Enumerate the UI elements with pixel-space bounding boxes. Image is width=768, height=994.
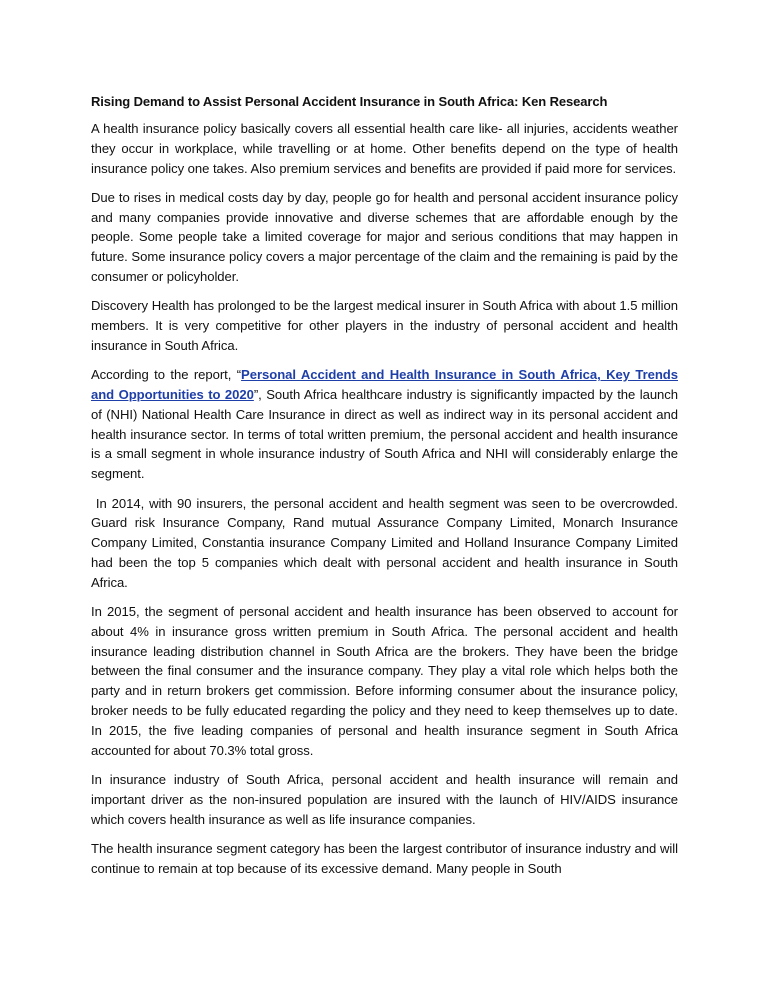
paragraph-medical-costs: Due to rises in medical costs day by day, people go for health and personal accident insurance policy and many companies provide innovative and diverse schemes that are affordable enough by the people. Some people take a limited coverage for major and serious conditions that may happen in future. Some insurance policy covers a major percentage of the claim and the remaining is paid by the consumer or policyholder. <box>91 189 678 285</box>
document-title: Rising Demand to Assist Personal Accident Insurance in South Africa: Ken Research <box>91 94 608 109</box>
document-page <box>91 94 678 888</box>
paragraph-discovery-health: Discovery Health has prolonged to be the largest medical insurer in South Africa with about 1.5 million members. It is very competitive for other players in the industry of personal accident and health insurance in South Africa. <box>91 298 678 353</box>
paragraph-intro: A health insurance policy basically covers all essential health care like- all injuries, accidents weather they occur in workplace, while travelling or at home. Other benefits depend on the type of health insurance policy one takes. Also premium services and benefits are provided if paid more for services. <box>91 121 678 176</box>
paragraph-hiv-aids: In insurance industry of South Africa, personal accident and health insurance will remain and important driver as the non-insured population are insured with the launch of HIV/AIDS insurance which covers health insurance as well as life insurance companies. <box>91 771 678 827</box>
report-body-text: ”, South Africa healthcare industry is significantly impacted by the launch of (NHI) National Health Care Insurance in direct as well as indirect way in its personal accident and health insurance sector. In terms of total written premium, the personal accident and health insurance is a small segment in whole insurance industry of South Africa and NHI will considerably enlarge the segment. <box>91 387 679 482</box>
report-link[interactable]: Personal Accident and Health Insurance in South Africa, Key Trends and Opportunities to 2020 <box>91 367 678 403</box>
paragraph-2014-insurers: In 2014, with 90 insurers, the personal accident and health segment was seen to be overcrowded. Guard risk Insurance Company, Rand mutual Assurance Company Limited, Monarch Insurance Company Limited, Constantia insurance Company Limited and Holland Insurance Company Limited had been the top 5 companies which dealt with personal accident and health insurance in South Africa. <box>91 495 678 590</box>
paragraph-2015-segment: In 2015, the segment of personal accident and health insurance has been observed to account for about 4% in insurance gross written premium in South Africa. The personal accident and health insurance leading distribution channel in South Africa are the brokers. They have been the bridge between the final consumer and the insurance company. They play a vital role which helps both the party and in return brokers get commission. Before informing consumer about the insurance policy, broker needs to be fully educated regarding the policy and they need to keep themselves up to date. In 2015, the five leading companies of personal and health insurance segment in South Africa accounted for about 70.3% total gross. <box>91 604 678 758</box>
paragraph-largest-contributor: The health insurance segment category has been the largest contributor of insurance industry and will continue to remain at top because of its excessive demand. Many people in South <box>91 840 678 876</box>
paragraph-report <box>91 365 678 484</box>
report-intro-text: According to the report, “ <box>91 367 242 383</box>
